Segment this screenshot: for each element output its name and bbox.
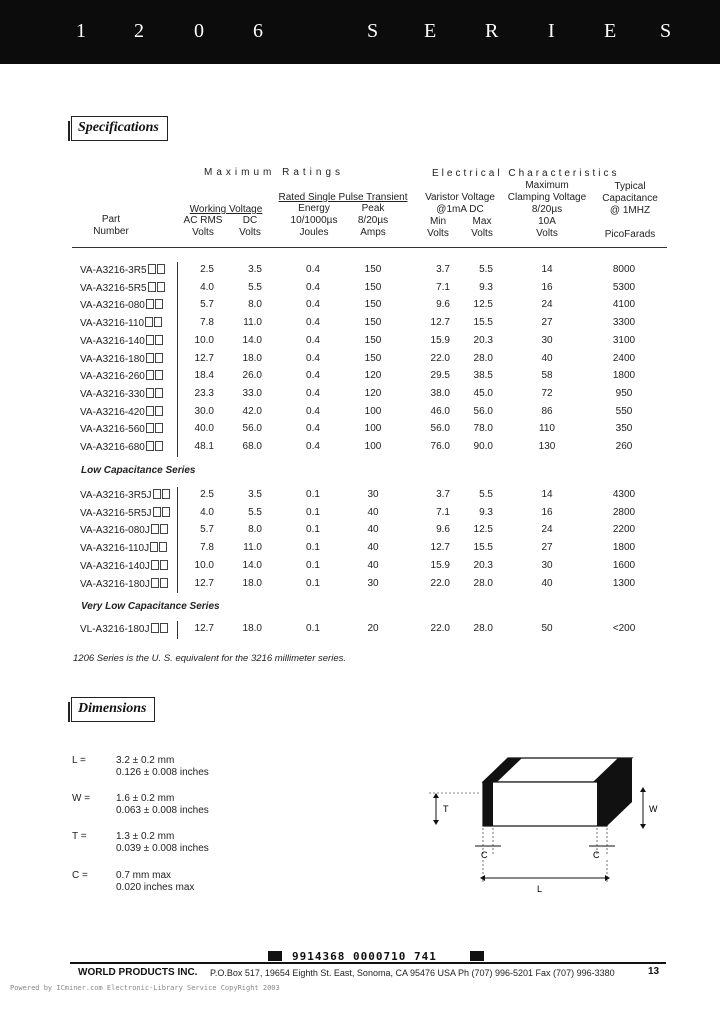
max-header: Max Volts	[471, 216, 493, 239]
part-number-header: Part Number	[93, 214, 129, 237]
banner-char: S	[660, 20, 672, 42]
cell-ac: 7.8	[200, 542, 214, 553]
ac-rms-header: AC RMS Volts	[183, 215, 223, 238]
barcode-block-right	[470, 951, 484, 961]
cell-cap: 1800	[612, 370, 636, 381]
cell-energy: 0.4	[306, 423, 320, 434]
cell-peak: 40	[367, 542, 379, 553]
cell-energy: 0.4	[306, 388, 320, 399]
cell-peak: 40	[367, 507, 379, 518]
option-code-boxes	[145, 388, 163, 401]
option-code-boxes	[150, 623, 168, 636]
cell-peak: 40	[367, 524, 379, 535]
cell-ac: 10.0	[194, 335, 214, 346]
cell-dc: 5.5	[248, 282, 262, 293]
c-label-left: C	[481, 850, 488, 860]
group-title: Low Capacitance Series	[81, 465, 196, 476]
cell-max: 15.5	[473, 317, 493, 328]
cell-peak: 150	[364, 264, 382, 275]
option-code-boxes	[152, 507, 170, 520]
cell-max: 9.3	[479, 507, 493, 518]
cell-cap: 1600	[612, 560, 636, 571]
cell-dc: 5.5	[248, 507, 262, 518]
cell-max: 28.0	[473, 623, 493, 634]
cell-cap: 2200	[612, 524, 636, 535]
peak-header: Peak 8/20µs Amps	[357, 203, 389, 238]
cell-ac: 12.7	[194, 578, 214, 589]
barcode-block-left	[268, 951, 282, 961]
series-note: 1206 Series is the U. S. equivalent for the 3216 millimeter series.	[73, 653, 346, 664]
dim-value-w: 1.6 ± 0.2 mm 0.063 ± 0.008 inches	[116, 793, 209, 816]
option-code-boxes	[145, 353, 163, 366]
cell-cap: 1800	[612, 542, 636, 553]
cell-max: 9.3	[479, 282, 493, 293]
chip-dimension-diagram	[425, 750, 665, 900]
row-divider	[177, 487, 178, 593]
part-number: VA-A3216-180J	[80, 578, 168, 591]
cell-max: 56.0	[473, 406, 493, 417]
cell-clamp: 27	[541, 317, 553, 328]
cell-min: 7.1	[436, 282, 450, 293]
cell-dc: 56.0	[242, 423, 262, 434]
cell-dc: 18.0	[242, 623, 262, 634]
footer-company: WORLD PRODUCTS INC.	[78, 967, 198, 978]
part-number: VA-A3216-680	[80, 441, 163, 454]
cell-peak: 150	[364, 299, 382, 310]
cell-max: 20.3	[473, 335, 493, 346]
dim-key-t: T =	[72, 831, 87, 842]
cell-energy: 0.4	[306, 299, 320, 310]
cell-peak: 120	[364, 388, 382, 399]
t-label: T	[443, 804, 449, 814]
cell-max: 20.3	[473, 560, 493, 571]
cell-min: 56.0	[430, 423, 450, 434]
cell-max: 78.0	[473, 423, 493, 434]
banner-char: E	[604, 20, 617, 42]
banner-char: 6	[253, 20, 263, 42]
cell-cap: 2400	[612, 353, 636, 364]
part-number: VA-A3216-140J	[80, 560, 168, 573]
cell-clamp: 72	[541, 388, 553, 399]
dim-key-c: C =	[72, 870, 88, 881]
option-code-boxes	[149, 542, 167, 555]
table-header-rule	[72, 247, 667, 248]
part-number: VA-A3216-180	[80, 353, 163, 366]
working-voltage-header: Working Voltage	[189, 204, 263, 215]
chip-terminal-front-left	[483, 782, 493, 826]
cell-energy: 0.4	[306, 353, 320, 364]
cell-cap: 3300	[612, 317, 636, 328]
min-header: Min Volts	[427, 216, 449, 239]
banner-char: I	[548, 20, 555, 42]
c-label-right: C	[593, 850, 600, 860]
cell-max: 28.0	[473, 578, 493, 589]
option-code-boxes	[145, 406, 163, 419]
cell-cap: <200	[612, 623, 636, 634]
cell-ac: 18.4	[194, 370, 214, 381]
cell-min: 3.7	[436, 264, 450, 275]
cell-ac: 40.0	[194, 423, 214, 434]
cell-dc: 3.5	[248, 264, 262, 275]
cell-ac: 10.0	[194, 560, 214, 571]
cell-dc: 8.0	[248, 299, 262, 310]
part-number: VA-A3216-3R5	[80, 264, 165, 277]
chip-front-face	[483, 782, 607, 826]
part-number: VA-A3216-140	[80, 335, 163, 348]
option-code-boxes	[145, 335, 163, 348]
watermark: Powered by ICminer.com Electronic-Library Service CopyRight 2003	[10, 984, 280, 992]
cell-energy: 0.1	[306, 623, 320, 634]
series-banner	[0, 0, 720, 64]
cell-cap: 3100	[612, 335, 636, 346]
cell-cap: 550	[615, 406, 633, 417]
cell-clamp: 40	[541, 353, 553, 364]
cell-clamp: 16	[541, 507, 553, 518]
option-code-boxes	[150, 524, 168, 537]
cell-max: 5.5	[479, 489, 493, 500]
cell-clamp: 110	[539, 423, 555, 434]
rated-pulse-header: Rated Single Pulse Transient	[278, 192, 408, 203]
cell-cap: 260	[615, 441, 633, 452]
option-code-boxes	[144, 317, 162, 330]
banner-char: R	[485, 20, 499, 42]
cell-peak: 100	[364, 406, 382, 417]
option-code-boxes	[145, 423, 163, 436]
cell-dc: 18.0	[242, 353, 262, 364]
cell-dc: 18.0	[242, 578, 262, 589]
option-code-boxes	[145, 441, 163, 454]
cell-ac: 12.7	[194, 353, 214, 364]
cell-peak: 150	[364, 282, 382, 293]
electrical-characteristics-header: Electrical Characteristics	[432, 168, 620, 179]
cell-min: 15.9	[430, 335, 450, 346]
part-number: VA-A3216-110J	[80, 542, 167, 555]
cell-max: 12.5	[473, 299, 493, 310]
cell-peak: 150	[364, 353, 382, 364]
t-arrow-up	[433, 793, 439, 798]
cell-ac: 5.7	[200, 524, 214, 535]
dim-key-w: W =	[72, 793, 91, 804]
cell-max: 15.5	[473, 542, 493, 553]
specifications-title: Specifications	[71, 116, 168, 141]
banner-char: S	[367, 20, 379, 42]
cell-ac: 4.0	[200, 282, 214, 293]
cell-dc: 26.0	[242, 370, 262, 381]
cell-clamp: 58	[541, 370, 553, 381]
banner-char: 1	[76, 20, 86, 42]
cell-ac: 30.0	[194, 406, 214, 417]
cell-cap: 4100	[612, 299, 636, 310]
cell-energy: 0.4	[306, 264, 320, 275]
cell-min: 3.7	[436, 489, 450, 500]
cell-min: 22.0	[430, 578, 450, 589]
max-ratings-header: Maximum Ratings	[204, 167, 345, 178]
cell-cap: 950	[615, 388, 633, 399]
cell-energy: 0.4	[306, 406, 320, 417]
cell-clamp: 24	[541, 524, 553, 535]
option-code-boxes	[152, 489, 170, 502]
cell-dc: 3.5	[248, 489, 262, 500]
cell-min: 76.0	[430, 441, 450, 452]
cell-min: 12.7	[430, 542, 450, 553]
cell-min: 38.0	[430, 388, 450, 399]
cell-clamp: 40	[541, 578, 553, 589]
l-arrow-left	[480, 875, 485, 881]
cell-max: 90.0	[473, 441, 493, 452]
cell-ac: 2.5	[200, 264, 214, 275]
cell-peak: 40	[367, 560, 379, 571]
cell-dc: 42.0	[242, 406, 262, 417]
cell-peak: 30	[367, 578, 379, 589]
cell-energy: 0.4	[306, 441, 320, 452]
part-number: VA-A3216-5R5	[80, 282, 165, 295]
cell-cap: 350	[615, 423, 633, 434]
row-divider	[177, 621, 178, 639]
cell-clamp: 16	[541, 282, 553, 293]
t-arrow-down	[433, 820, 439, 825]
banner-char: E	[424, 20, 437, 42]
cell-max: 28.0	[473, 353, 493, 364]
cell-clamp: 14	[541, 264, 553, 275]
cell-energy: 0.1	[306, 524, 320, 535]
part-number: VA-A3216-080	[80, 299, 163, 312]
l-label: L	[537, 884, 543, 894]
varistor-voltage-header: Varistor Voltage @1mA DC	[425, 192, 495, 215]
part-number: VL-A3216-180J	[80, 623, 168, 636]
cell-min: 12.7	[430, 317, 450, 328]
cell-ac: 12.7	[194, 623, 214, 634]
option-code-boxes	[150, 578, 168, 591]
cell-ac: 5.7	[200, 299, 214, 310]
cell-energy: 0.1	[306, 578, 320, 589]
group-title: Very Low Capacitance Series	[81, 601, 220, 612]
footer-address: P.O.Box 517, 19654 Eighth St. East, Sonoma, CA 95476 USA Ph (707) 996-5201 Fax (707) 996-3380	[210, 968, 615, 978]
cell-max: 38.5	[473, 370, 493, 381]
part-number: VA-A3216-3R5J	[80, 489, 170, 502]
cell-min: 29.5	[430, 370, 450, 381]
option-code-boxes	[150, 560, 168, 573]
cell-min: 15.9	[430, 560, 450, 571]
cell-min: 9.6	[436, 299, 450, 310]
cell-ac: 48.1	[194, 441, 214, 452]
cell-energy: 0.4	[306, 335, 320, 346]
cell-max: 12.5	[473, 524, 493, 535]
chip-terminal-front-right	[597, 782, 607, 826]
option-code-boxes	[147, 264, 165, 277]
cell-dc: 11.0	[243, 542, 262, 553]
page-number: 13	[648, 966, 660, 977]
dim-value-t: 1.3 ± 0.2 mm 0.039 ± 0.008 inches	[116, 831, 209, 854]
cell-energy: 0.1	[306, 489, 320, 500]
cell-clamp: 50	[541, 623, 553, 634]
banner-char: 0	[194, 20, 204, 42]
dim-value-l: 3.2 ± 0.2 mm 0.126 ± 0.008 inches	[116, 755, 209, 778]
part-number: VA-A3216-330	[80, 388, 163, 401]
cell-energy: 0.1	[306, 560, 320, 571]
cell-dc: 68.0	[242, 441, 262, 452]
clamping-voltage-header: Maximum Clamping Voltage 8/20µs 10A Volts	[507, 180, 587, 239]
cell-peak: 150	[364, 317, 382, 328]
w-arrow-down	[640, 824, 646, 829]
cell-cap: 4300	[612, 489, 636, 500]
cell-clamp: 130	[538, 441, 556, 452]
cell-peak: 150	[364, 335, 382, 346]
cell-min: 7.1	[436, 507, 450, 518]
cell-cap: 8000	[612, 264, 636, 275]
cell-clamp: 27	[541, 542, 553, 553]
cell-ac: 7.8	[200, 317, 214, 328]
option-code-boxes	[145, 299, 163, 312]
part-number: VA-A3216-420	[80, 406, 163, 419]
option-code-boxes	[145, 370, 163, 383]
cell-energy: 0.1	[306, 542, 320, 553]
dim-value-c: 0.7 mm max 0.020 inches max	[116, 870, 195, 893]
w-label: W	[649, 804, 658, 814]
energy-header: Energy 10/1000µs Joules	[290, 203, 338, 238]
cell-peak: 100	[364, 423, 382, 434]
cell-ac: 4.0	[200, 507, 214, 518]
cell-peak: 20	[367, 623, 379, 634]
w-arrow-up	[640, 787, 646, 792]
dimensions-title: Dimensions	[71, 697, 155, 722]
cell-clamp: 14	[541, 489, 553, 500]
cell-clamp: 30	[541, 335, 553, 346]
cell-min: 46.0	[430, 406, 450, 417]
dc-header: DC Volts	[239, 215, 261, 238]
option-code-boxes	[147, 282, 165, 295]
part-number: VA-A3216-560	[80, 423, 163, 436]
barcode-text: 9914368 0000710 741	[292, 950, 437, 963]
cell-energy: 0.4	[306, 282, 320, 293]
cell-ac: 2.5	[200, 489, 214, 500]
cell-min: 9.6	[436, 524, 450, 535]
cell-dc: 33.0	[242, 388, 262, 399]
cell-peak: 30	[367, 489, 379, 500]
cell-min: 22.0	[430, 353, 450, 364]
cell-peak: 100	[364, 441, 382, 452]
cell-peak: 120	[364, 370, 382, 381]
cell-cap: 5300	[612, 282, 636, 293]
cell-max: 45.0	[473, 388, 493, 399]
part-number: VA-A3216-080J	[80, 524, 168, 537]
part-number: VA-A3216-110	[80, 317, 162, 330]
cell-energy: 0.4	[306, 317, 320, 328]
cell-cap: 1300	[612, 578, 636, 589]
cell-clamp: 30	[541, 560, 553, 571]
cell-cap: 2800	[612, 507, 636, 518]
dim-key-l: L =	[72, 755, 86, 766]
l-arrow-right	[605, 875, 610, 881]
cell-dc: 14.0	[242, 335, 262, 346]
banner-char: 2	[134, 20, 144, 42]
cell-dc: 11.0	[243, 317, 262, 328]
cell-clamp: 86	[541, 406, 553, 417]
cell-ac: 23.3	[194, 388, 214, 399]
cell-dc: 14.0	[242, 560, 262, 571]
row-divider	[177, 262, 178, 457]
cell-clamp: 24	[541, 299, 553, 310]
cell-max: 5.5	[479, 264, 493, 275]
cell-energy: 0.1	[306, 507, 320, 518]
cell-dc: 8.0	[248, 524, 262, 535]
part-number: VA-A3216-260	[80, 370, 163, 383]
capacitance-header: Typical Capacitance @ 1MHZ PicoFarads	[602, 181, 658, 240]
cell-min: 22.0	[430, 623, 450, 634]
part-number: VA-A3216-5R5J	[80, 507, 170, 520]
cell-energy: 0.4	[306, 370, 320, 381]
